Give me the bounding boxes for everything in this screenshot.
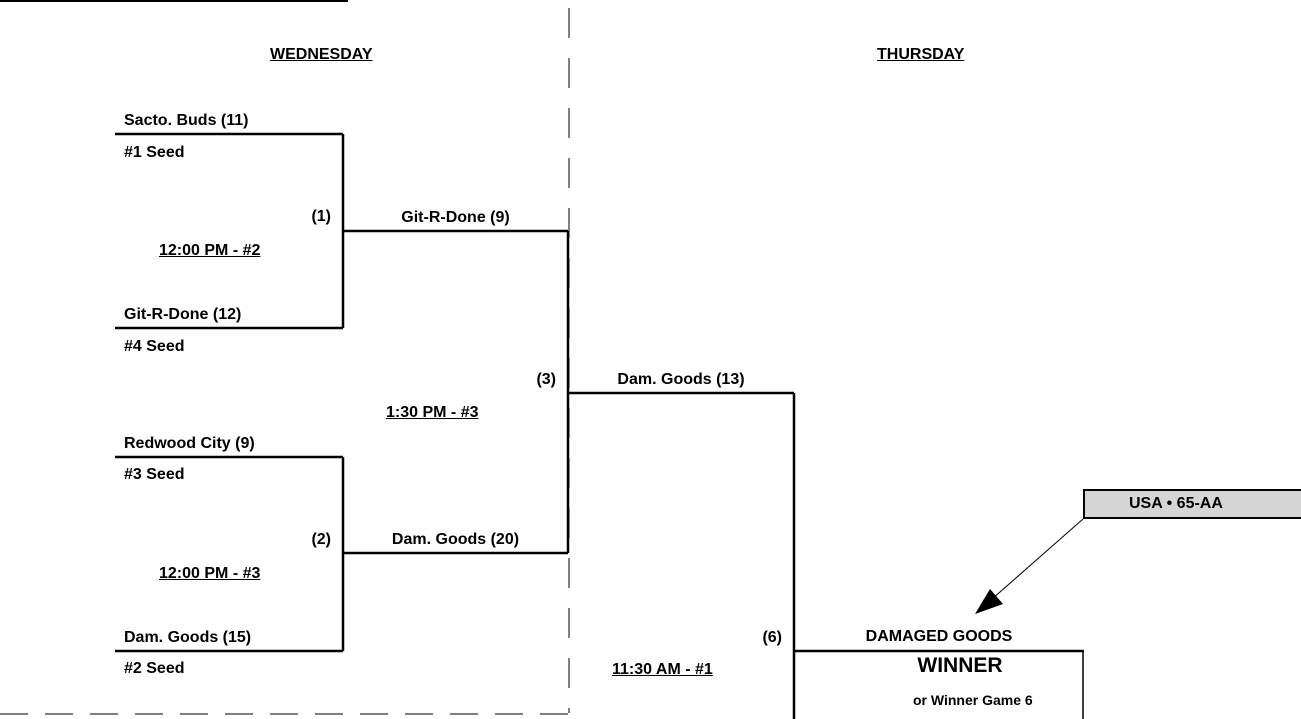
team-label: Dam. Goods (13) [617,371,745,388]
team-label: Dam. Goods (15) [124,629,252,646]
game-time: 11:30 AM - #1 [612,661,713,678]
division-label: USA • 65-AA [1129,495,1223,512]
day-header-thursday: THURSDAY [877,46,965,63]
champion-name: DAMAGED GOODS [865,628,1013,645]
day-header-wednesday: WEDNESDAY [270,46,373,63]
team-label: Redwood City (9) [124,435,255,452]
seed-label: #3 Seed [124,466,185,483]
game-number: (2) [311,531,331,548]
seed-label: #2 Seed [124,660,185,677]
game-number: (3) [536,371,556,388]
callout-arrow-line [992,519,1083,599]
game-time: 1:30 PM - #3 [386,404,479,421]
game-time: 12:00 PM - #2 [159,242,261,259]
game-number: (1) [311,208,331,225]
seed-label: #1 Seed [124,144,185,161]
game-time: 12:00 PM - #3 [159,565,261,582]
game-number: (6) [762,629,782,646]
team-label: Git-R-Done (12) [124,306,242,323]
team-label: Git-R-Done (9) [401,209,510,226]
team-label: Sacto. Buds (11) [124,112,249,129]
seed-label: #4 Seed [124,338,185,355]
winner-title: WINNER [917,654,1003,677]
winner-alt-label: or Winner Game 6 [913,692,1033,708]
division-label-box [1083,489,1301,519]
team-label: Dam. Goods (20) [391,531,520,548]
